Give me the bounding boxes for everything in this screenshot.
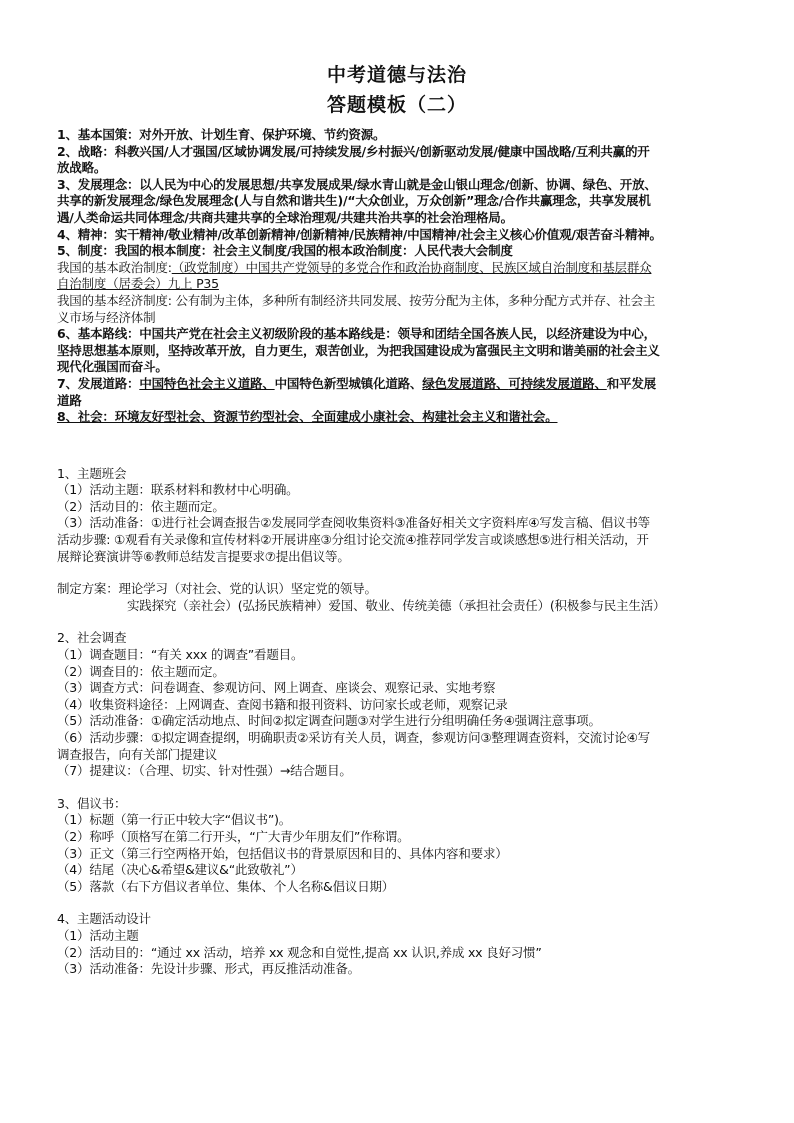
text-line: （3）活动准备：①进行社会调查报告②发展同学查阅收集资料③准备好相关文字资料库④写发言稿、倡议书等 [57, 515, 650, 531]
society-line: 8、社会：环境友好型社会、资源节约型社会、全面建成小康社会、构建社会主义和谐社会。 [57, 409, 558, 425]
text-line: （6）活动步骤：①拟定调查提纲，明确职责②采访有关人员，调查，参观访问③整理调查资料，交流讨论④写 [57, 730, 650, 745]
text-line: （1）调查题目：“有关 xxx 的调查”看题目。 [57, 647, 304, 663]
text-line: （3）调查方式：问卷调查、参观访问、网上调查、座谈会、观察记录、实地考察 [57, 680, 496, 696]
road-item: 绿色发展道路、 [422, 375, 509, 391]
road-prefix: 7、发展道路： [57, 375, 140, 391]
text-line: （1）标题（第一行正中较大字“倡议书”)。 [57, 812, 292, 828]
text-line: （2）活动目的：“通过 xx 活动，培养 xx 观念和自觉性,提高 xx 认识,养成 xx 良好习惯” [57, 944, 542, 960]
text-line: 3、发展理念：以人民为中心的发展思想/共享发展成果/绿水青山就是金山银山理念/创新、协调、绿色、开放、 [57, 176, 657, 192]
text-line: （4）收集资料途径：上网调查、查阅书籍和报刊资料、访问家长或老师，观察记录 [57, 696, 508, 712]
plan-section [57, 581, 747, 614]
text-line: （2）调查目的：依主题而定。 [57, 663, 225, 679]
text-line: 调查报告，向有关部门提建议 [57, 746, 217, 762]
economic-system-and-route [57, 293, 747, 376]
text-line: 放战略。 [57, 160, 107, 176]
text-line: （1）活动主题 [57, 927, 139, 943]
basic-political-system [57, 260, 747, 293]
road-item: 中国特色新型城镇化道路、 [274, 375, 423, 391]
text-line: 我国的基本经济制度: 公有制为主体，多种所有制经济共同发展、按劳分配为主体，多种分配方式并存、社会主 [57, 292, 656, 308]
policy-section [57, 127, 747, 260]
text-line: 实践探究（亲社会）(弘扬民族精神）爱国、敬业、传统美德（承担社会责任）(积极参与民主生活） [127, 597, 666, 613]
social-survey-section [57, 630, 747, 779]
text-line: 现代化强国而奋斗。 [57, 359, 168, 375]
text-line: 制定方案：理论学习（对社会、党的认识）坚定党的领导。 [57, 581, 377, 597]
text-line: （1）活动主题：联系材料和教材中心明确。 [57, 482, 299, 498]
text-line: 1、基本国策：对外开放、计划生育、保护环境、节约资源。 [57, 127, 386, 142]
text-line: （3）活动准备：先设计步骤、形式，再反推活动准备。 [57, 961, 360, 977]
road-item: 中国特色社会主义道路、 [139, 375, 275, 391]
class-meeting-section [57, 466, 747, 566]
proposal-section [57, 796, 747, 896]
text-line: 5、制度：我国的根本制度：社会主义制度/我国的根本政治制度：人民代表大会制度 [57, 243, 513, 259]
text-line: 展辩论赛演讲等⑥教师总结发言提要求⑦提出倡议等。 [57, 548, 350, 564]
page-title: 中考道德与法治 [326, 64, 467, 86]
text-line: 4、精神：实干精神/敬业精神/改革创新精神/创新精神/民族精神/中国精神/社会主义核心价值观/艰苦奋斗精神。 [57, 226, 662, 242]
text-line: （2）称呼（顶格写在第二行开头，“广大青少年朋友们”作称谓。 [57, 828, 410, 844]
text-line: （4）结尾（决心&希望&建议&“此致敬礼”） [57, 862, 303, 878]
text-line: （2）活动目的：依主题而定。 [57, 498, 225, 514]
road-item: 和平发展 [606, 375, 656, 391]
document-body [57, 127, 747, 978]
text-line: 6、基本路线：中国共产党在社会主义初级阶段的基本路线是：领导和团结全国各族人民，以经济建设为中心， [57, 326, 656, 342]
text-line [57, 260, 747, 277]
text-line: （5）活动准备：①确定活动地点、时间②拟定调查问题③对学生进行分组明确任务④强调注意事项。 [57, 713, 601, 729]
text-line: 坚持思想基本原则，坚持改革开放，自力更生，艰苦创业，为把我国建设成为富强民主文明和谐美丽的社会主义 [57, 342, 660, 358]
text-line: 2、战略：科教兴国/人才强国/区域协调发展/可持续发展/乡村振兴/创新驱动发展/健康中国战略/互利共赢的开 [57, 143, 650, 159]
road-item: 可持续发展道路、 [508, 375, 607, 391]
title-block [0, 60, 794, 120]
page-subtitle: 答题模板（二） [326, 94, 467, 116]
text-line: （5）落款（右下方倡议者单位、集体、个人名称&倡议日期） [57, 878, 395, 894]
basic-political-lead: 我国的基本政治制度: [57, 259, 172, 275]
text-line: （3）正文（第三行空两格开始，包括倡议书的背景原因和目的、具体内容和要求） [57, 845, 508, 861]
text-line: （7）提建议：（合理、切实、针对性强）→结合题目。 [57, 763, 352, 779]
section-heading: 3、倡议书： [57, 795, 127, 811]
basic-political-text: （政党制度）中国共产党领导的多党合作和政治协商制度、民族区域自治制度和基层群众 [171, 259, 652, 275]
development-roads [57, 376, 747, 426]
text-line: 自治制度（居委会）九上 P35 [57, 276, 219, 292]
section-heading: 1、主题班会 [57, 465, 127, 481]
activity-design-section [57, 911, 747, 977]
section-heading: 4、主题活动设计 [57, 911, 151, 927]
text-line: 道路 [57, 392, 82, 408]
text-line: 义市场与经济体制 [57, 309, 156, 325]
text-line [57, 376, 747, 393]
text-line: 活动步骤: ①观看有关录像和宣传材料②开展讲座③分组讨论交流④推荐同学发言或谈感想⑤进行相关活动，开 [57, 532, 649, 548]
text-line: 遇/人类命运共同体理念/共商共建共享的全球治理观/共建共治共享的社会治理格局。 [57, 209, 513, 225]
section-heading: 2、社会调查 [57, 630, 127, 646]
text-line: 共享的新发展理念/绿色发展理念(人与自然和谐共生)/“大众创业，万众创新”理念/合作共赢理念，共享发展机 [57, 193, 651, 209]
